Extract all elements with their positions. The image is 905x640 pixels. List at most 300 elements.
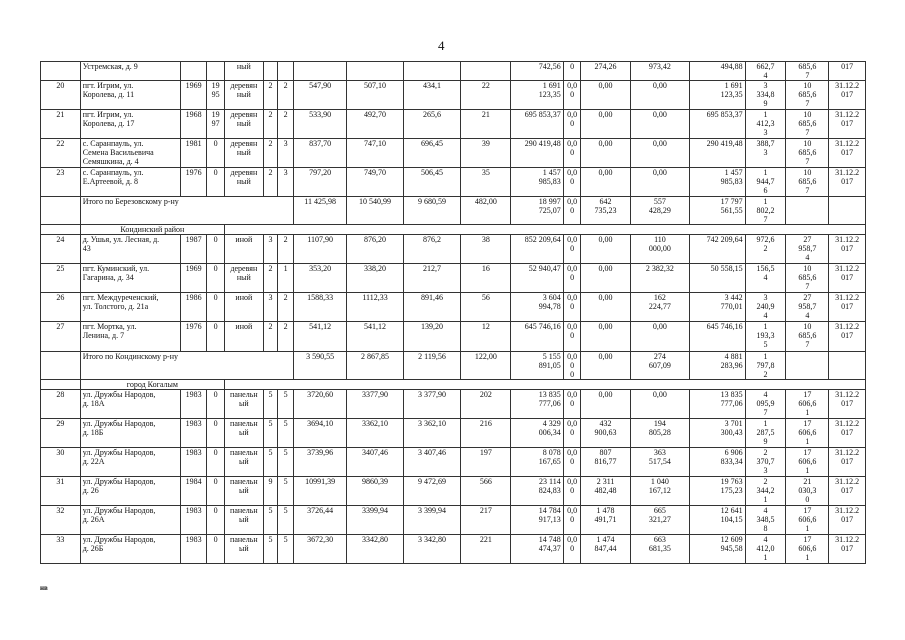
table-cell: 2 <box>263 168 278 197</box>
table-cell: 1 691 123,35 <box>690 81 745 110</box>
housing-register-table <box>40 61 866 564</box>
table-cell: 0,0 0 <box>563 390 581 419</box>
table-cell: деревян ный <box>225 264 264 293</box>
table-cell: 1983 <box>181 390 207 419</box>
total-cell: 122,00 <box>461 352 511 380</box>
table-cell: 26 <box>41 293 81 322</box>
total-cell: 642 735,23 <box>581 197 630 225</box>
table-cell: 31.12.2 017 <box>829 293 866 322</box>
table-cell: 663 681,35 <box>630 535 690 564</box>
table-cell: 19 763 175,23 <box>690 477 745 506</box>
table-cell <box>461 62 511 81</box>
table-cell: 22 <box>461 81 511 110</box>
table-body <box>41 62 866 564</box>
table-cell: 3407,46 <box>347 448 403 477</box>
table-cell: 0 <box>207 264 225 293</box>
table-cell: 9 <box>263 477 278 506</box>
table-cell: 1981 <box>181 139 207 168</box>
table-row <box>41 506 866 535</box>
table-cell: 139,20 <box>403 322 461 352</box>
total-cell: 17 797 561,55 <box>690 197 745 225</box>
table-cell: 5 <box>278 390 294 419</box>
table-row <box>41 168 866 197</box>
table-cell: 0,00 <box>630 390 690 419</box>
table-cell: 3 442 770,01 <box>690 293 745 322</box>
table-cell: 5 <box>278 506 294 535</box>
table-cell: 5 <box>263 506 278 535</box>
table-cell: 0 <box>207 293 225 322</box>
table-cell: 24 <box>41 235 81 264</box>
table-cell: 10 685,6 7 <box>786 264 829 293</box>
table-cell: 197 <box>461 448 511 477</box>
table-cell: 492,70 <box>347 110 403 139</box>
table-cell: 17 606,6 1 <box>786 448 829 477</box>
table-cell: 31.12.2 017 <box>829 506 866 535</box>
table-cell: 2 <box>278 322 294 352</box>
total-cell: 2 867,85 <box>347 352 403 380</box>
table-cell: 28 <box>41 390 81 419</box>
table-cell: 3720,60 <box>293 390 346 419</box>
table-cell: пгт. Игрим, ул. Королева, д. 17 <box>80 110 180 139</box>
table-row <box>41 81 866 110</box>
table-cell: 12 641 104,15 <box>690 506 745 535</box>
table-cell: 533,90 <box>293 110 346 139</box>
table-cell: 0,0 0 <box>563 168 581 197</box>
total-cell: 0,0 0 <box>563 197 581 225</box>
table-cell: 23 114 824,83 <box>511 477 563 506</box>
table-cell: 645 746,16 <box>511 322 563 352</box>
table-cell: 0,00 <box>630 81 690 110</box>
table-cell: 0 <box>207 168 225 197</box>
table-cell: 363 517,54 <box>630 448 690 477</box>
table-cell: 0,0 0 <box>563 322 581 352</box>
total-row <box>41 197 866 225</box>
table-cell: 1969 <box>181 81 207 110</box>
table-cell: 3672,30 <box>293 535 346 564</box>
table-cell: 32 <box>41 506 81 535</box>
table-cell: 2 <box>278 293 294 322</box>
table-cell: 31.12.2 017 <box>829 81 866 110</box>
table-cell: 1987 <box>181 235 207 264</box>
table-cell: 27 958,7 4 <box>786 235 829 264</box>
table-cell: 1 474 847,44 <box>581 535 630 564</box>
table-cell: 202 <box>461 390 511 419</box>
table-cell: 3 <box>278 139 294 168</box>
table-cell: 31.12.2 017 <box>829 110 866 139</box>
table-cell: 110 000,00 <box>630 235 690 264</box>
table-row <box>41 235 866 264</box>
table-cell: 0,0 0 <box>563 293 581 322</box>
table-cell: 3 240,9 4 <box>745 293 786 322</box>
table-cell: 1 944,7 6 <box>745 168 786 197</box>
table-cell: 2 344,2 1 <box>745 477 786 506</box>
table-cell: 876,2 <box>403 235 461 264</box>
table-cell: деревян ный <box>225 110 264 139</box>
table-cell: 494,88 <box>690 62 745 81</box>
table-cell: 0,00 <box>581 322 630 352</box>
table-cell: 2 <box>278 81 294 110</box>
table-cell: 0,0 0 <box>563 448 581 477</box>
table-cell: 695 853,37 <box>690 110 745 139</box>
table-cell: 1 457 985,83 <box>690 168 745 197</box>
table-cell: 2 <box>278 110 294 139</box>
table-cell: 5 <box>278 448 294 477</box>
table-cell: деревян ный <box>225 81 264 110</box>
table-cell: панельн ый <box>225 506 264 535</box>
table-cell: 10 685,6 7 <box>786 81 829 110</box>
table-cell: 0,0 0 <box>563 139 581 168</box>
table-cell: 1976 <box>181 168 207 197</box>
table-cell: деревян ный <box>225 139 264 168</box>
table-cell: 0,00 <box>581 168 630 197</box>
table-cell: 0 <box>207 535 225 564</box>
table-cell: 645 746,16 <box>690 322 745 352</box>
blank-cell <box>41 197 81 225</box>
total-cell: 5 155 891,05 <box>511 352 563 380</box>
table-cell: 0,00 <box>581 139 630 168</box>
table-cell: 0 <box>207 235 225 264</box>
table-cell: 0,0 0 <box>563 535 581 564</box>
table-row <box>41 264 866 293</box>
table-cell: пгт. Куминский, ул. Гагарина, д. 34 <box>80 264 180 293</box>
table-cell: 21 <box>461 110 511 139</box>
table-cell: 0,00 <box>630 322 690 352</box>
table-cell: 17 606,6 1 <box>786 419 829 448</box>
table-cell: 16 <box>461 264 511 293</box>
table-cell: 38 <box>461 235 511 264</box>
table-cell: 1107,90 <box>293 235 346 264</box>
table-cell: 891,46 <box>403 293 461 322</box>
table-cell: 13 835 777,06 <box>511 390 563 419</box>
table-cell: 31.12.2 017 <box>829 419 866 448</box>
table-cell: пгт. Мортка, ул. Ленина, д. 7 <box>80 322 180 352</box>
table-cell: 1 040 167,12 <box>630 477 690 506</box>
table-cell: 807 816,77 <box>581 448 630 477</box>
table-cell: 1112,33 <box>347 293 403 322</box>
table-cell: 10991,39 <box>293 477 346 506</box>
table-cell: пгт. Игрим, ул. Королева, д. 11 <box>80 81 180 110</box>
table-cell: 10 685,6 7 <box>786 168 829 197</box>
table-cell: 0 <box>563 62 581 81</box>
table-cell: 0,0 0 <box>563 81 581 110</box>
table-cell: 1983 <box>181 419 207 448</box>
total-cell <box>786 352 829 380</box>
table-cell: 0,0 0 <box>563 110 581 139</box>
table-cell: 30 <box>41 448 81 477</box>
total-cell: 274 607,09 <box>630 352 690 380</box>
table-cell: 2 311 482,48 <box>581 477 630 506</box>
table-cell: 10 685,6 7 <box>786 110 829 139</box>
table-cell: панельн ый <box>225 535 264 564</box>
total-cell: 4 881 283,96 <box>690 352 745 380</box>
table-cell: 507,10 <box>347 81 403 110</box>
table-cell: 217 <box>461 506 511 535</box>
total-cell: 1 797,8 2 <box>745 352 786 380</box>
total-cell: 1 802,2 7 <box>745 197 786 225</box>
table-cell: 10 685,6 7 <box>786 139 829 168</box>
table-cell: 338,20 <box>347 264 403 293</box>
table-cell <box>181 62 207 81</box>
table-cell: 1968 <box>181 110 207 139</box>
table-cell: 9 472,69 <box>403 477 461 506</box>
table-cell: 5 <box>278 477 294 506</box>
table-cell: 566 <box>461 477 511 506</box>
table-cell: 2 <box>263 264 278 293</box>
table-cell: 1983 <box>181 506 207 535</box>
table-cell: 290 419,48 <box>511 139 563 168</box>
table-cell: 0,0 0 <box>563 235 581 264</box>
table-cell: 1 412,3 3 <box>745 110 786 139</box>
table-cell: 0,00 <box>581 81 630 110</box>
table-cell: 17 606,6 1 <box>786 390 829 419</box>
table-cell <box>41 62 81 81</box>
table-cell <box>207 62 225 81</box>
table-cell: 35 <box>461 168 511 197</box>
table-cell: ул. Дружбы Народов, д. 18А <box>80 390 180 419</box>
table-row <box>41 390 866 419</box>
table-cell: панельн ый <box>225 477 264 506</box>
table-cell: 12 609 945,58 <box>690 535 745 564</box>
table-cell: 265,6 <box>403 110 461 139</box>
table-cell: панельн ый <box>225 419 264 448</box>
footer-mark: нв <box>40 584 48 592</box>
table-cell: 0 <box>207 506 225 535</box>
table-cell: 1983 <box>181 448 207 477</box>
total-cell: 11 425,98 <box>293 197 346 225</box>
table-cell: панельн ый <box>225 448 264 477</box>
total-cell <box>786 197 829 225</box>
table-cell: 3 334,8 9 <box>745 81 786 110</box>
table-cell: 19 95 <box>207 81 225 110</box>
table-cell: 797,20 <box>293 168 346 197</box>
table-cell: 221 <box>461 535 511 564</box>
table-cell: 1 691 123,35 <box>511 81 563 110</box>
table-cell: 3342,80 <box>347 535 403 564</box>
table-row <box>41 477 866 506</box>
table-cell: 1976 <box>181 322 207 352</box>
table-cell: 4 329 006,34 <box>511 419 563 448</box>
table-cell: 3694,10 <box>293 419 346 448</box>
table-cell: 2 <box>263 110 278 139</box>
table-cell: 5 <box>263 448 278 477</box>
total-cell: 9 680,59 <box>403 197 461 225</box>
table-cell: 685,6 7 <box>786 62 829 81</box>
blank-cell <box>41 380 81 390</box>
table-cell: 0 <box>207 419 225 448</box>
table-cell: иной <box>225 322 264 352</box>
table-cell: 31.12.2 017 <box>829 535 866 564</box>
table-cell: 5 <box>263 535 278 564</box>
table-cell: 3 <box>263 235 278 264</box>
table-cell: 17 606,6 1 <box>786 506 829 535</box>
table-cell: 973,42 <box>630 62 690 81</box>
table-cell: 31.12.2 017 <box>829 448 866 477</box>
table-cell: 1 478 491,71 <box>581 506 630 535</box>
table-cell: 5 <box>278 535 294 564</box>
table-cell <box>347 62 403 81</box>
total-cell <box>829 197 866 225</box>
table-cell: 162 224,77 <box>630 293 690 322</box>
total-cell: 2 119,56 <box>403 352 461 380</box>
table-cell: 50 558,15 <box>690 264 745 293</box>
table-cell: 0 <box>207 139 225 168</box>
table-cell: 1 457 985,83 <box>511 168 563 197</box>
table-cell: 5 <box>263 419 278 448</box>
table-cell: 0,0 0 <box>563 419 581 448</box>
total-label: Итого по Березовскому р-ну <box>80 197 293 225</box>
table-cell: 1984 <box>181 477 207 506</box>
total-cell: 482,00 <box>461 197 511 225</box>
table-cell: 3739,96 <box>293 448 346 477</box>
table-cell: 0,0 0 <box>563 506 581 535</box>
table-cell: ул. Дружбы Народов, д. 22А <box>80 448 180 477</box>
table-cell: 5 <box>263 390 278 419</box>
table-cell: пгт. Междуреченский, ул. Толстого, д. 21а <box>80 293 180 322</box>
table-cell: с. Саранпауль, ул. Семена Васильевича Семяшкина, д. 4 <box>80 139 180 168</box>
table-cell: 2 <box>263 322 278 352</box>
blank-cell <box>41 352 81 380</box>
table-cell: деревян ный <box>225 168 264 197</box>
table-cell: 3 701 300,43 <box>690 419 745 448</box>
table-cell: 31.12.2 017 <box>829 168 866 197</box>
table-cell: 0 <box>207 477 225 506</box>
table-cell: 2 370,7 3 <box>745 448 786 477</box>
table-cell: 31.12.2 017 <box>829 477 866 506</box>
section-title: Кондинский район <box>80 225 224 235</box>
table-cell: 0,00 <box>581 264 630 293</box>
section-row <box>41 225 866 235</box>
table-cell: 14 748 474,37 <box>511 535 563 564</box>
table-cell: 14 784 917,13 <box>511 506 563 535</box>
table-cell: 33 <box>41 535 81 564</box>
table-row <box>41 139 866 168</box>
table-cell: 29 <box>41 419 81 448</box>
table-cell: 852 209,64 <box>511 235 563 264</box>
table-cell <box>403 62 461 81</box>
table-cell: 695 853,37 <box>511 110 563 139</box>
table-cell: 742,56 <box>511 62 563 81</box>
table-row <box>41 322 866 352</box>
table-cell: 434,1 <box>403 81 461 110</box>
table-cell: 0,00 <box>630 168 690 197</box>
table-cell: 290 419,48 <box>690 139 745 168</box>
table-cell: 353,20 <box>293 264 346 293</box>
total-cell: 3 590,55 <box>293 352 346 380</box>
table-cell <box>263 62 278 81</box>
table-cell: 837,70 <box>293 139 346 168</box>
table-cell: 274,26 <box>581 62 630 81</box>
table-cell: 3 362,10 <box>403 419 461 448</box>
table-cell: 31.12.2 017 <box>829 235 866 264</box>
table-cell: 1 287,5 9 <box>745 419 786 448</box>
table-cell: 2 <box>263 81 278 110</box>
table-cell: 017 <box>829 62 866 81</box>
table-cell <box>293 62 346 81</box>
table-cell: 31.12.2 017 <box>829 264 866 293</box>
table-cell: 749,70 <box>347 168 403 197</box>
table-cell: 665 321,27 <box>630 506 690 535</box>
table-cell: ный <box>225 62 264 81</box>
table-cell: 2 <box>263 139 278 168</box>
table-cell: 3 <box>263 293 278 322</box>
table-row <box>41 448 866 477</box>
table-cell: 3726,44 <box>293 506 346 535</box>
table-cell: 3 604 994,78 <box>511 293 563 322</box>
table-cell: 0,00 <box>581 293 630 322</box>
table-cell: 3 <box>278 168 294 197</box>
table-cell <box>278 62 294 81</box>
table-cell: 4 095,9 7 <box>745 390 786 419</box>
table-cell: Устремская, д. 9 <box>80 62 180 81</box>
table-cell: панельн ый <box>225 390 264 419</box>
table-cell: с. Саранпауль, ул. Е.Артеевой, д. 8 <box>80 168 180 197</box>
table-cell: 0 <box>207 322 225 352</box>
table-cell: иной <box>225 235 264 264</box>
table-cell: 1986 <box>181 293 207 322</box>
page-number: 4 <box>438 38 445 53</box>
blank-cell <box>41 225 81 235</box>
table-row <box>41 419 866 448</box>
table-cell: 1969 <box>181 264 207 293</box>
section-row <box>41 380 866 390</box>
total-cell <box>829 352 866 380</box>
table-cell: 10 685,6 7 <box>786 322 829 352</box>
table-cell: ул. Дружбы Народов, д. 26Б <box>80 535 180 564</box>
table-row <box>41 110 866 139</box>
table-cell: 21 030,3 0 <box>786 477 829 506</box>
table-cell: 9860,39 <box>347 477 403 506</box>
table-cell: 194 805,28 <box>630 419 690 448</box>
table-cell: 1 <box>278 264 294 293</box>
total-label: Итого по Кондинскому р-ну <box>80 352 293 380</box>
table-cell: ул. Дружбы Народов, д. 26 <box>80 477 180 506</box>
table-cell: 0 <box>207 390 225 419</box>
table-cell: 21 <box>41 110 81 139</box>
table-cell: 12 <box>461 322 511 352</box>
table-cell: 0,00 <box>581 390 630 419</box>
table-cell: 31.12.2 017 <box>829 390 866 419</box>
table-cell: 27 958,7 4 <box>786 293 829 322</box>
table-cell: 4 348,5 8 <box>745 506 786 535</box>
table-cell: 156,5 4 <box>745 264 786 293</box>
table-cell: 23 <box>41 168 81 197</box>
table-cell: 388,7 3 <box>745 139 786 168</box>
section-title: город Когалым <box>80 380 224 390</box>
table-cell: 541,12 <box>293 322 346 352</box>
table-cell: 3399,94 <box>347 506 403 535</box>
table-cell: 3 399,94 <box>403 506 461 535</box>
table-cell: иной <box>225 293 264 322</box>
table-cell: 8 078 167,65 <box>511 448 563 477</box>
total-row <box>41 352 866 380</box>
table-cell: ул. Дружбы Народов, д. 26А <box>80 506 180 535</box>
table-cell: 0 <box>207 448 225 477</box>
table-cell: 216 <box>461 419 511 448</box>
table-cell: 742 209,64 <box>690 235 745 264</box>
table-cell: 6 906 833,34 <box>690 448 745 477</box>
table-cell: 1983 <box>181 535 207 564</box>
table-cell: 4 412,0 1 <box>745 535 786 564</box>
table-cell: 27 <box>41 322 81 352</box>
table-cell: 547,90 <box>293 81 346 110</box>
table-cell: 31.12.2 017 <box>829 322 866 352</box>
table-cell: 3 342,80 <box>403 535 461 564</box>
blank-cell <box>225 225 866 235</box>
table-cell: 39 <box>461 139 511 168</box>
table-row <box>41 62 866 81</box>
table-cell: 0,0 0 <box>563 477 581 506</box>
table-cell: 25 <box>41 264 81 293</box>
